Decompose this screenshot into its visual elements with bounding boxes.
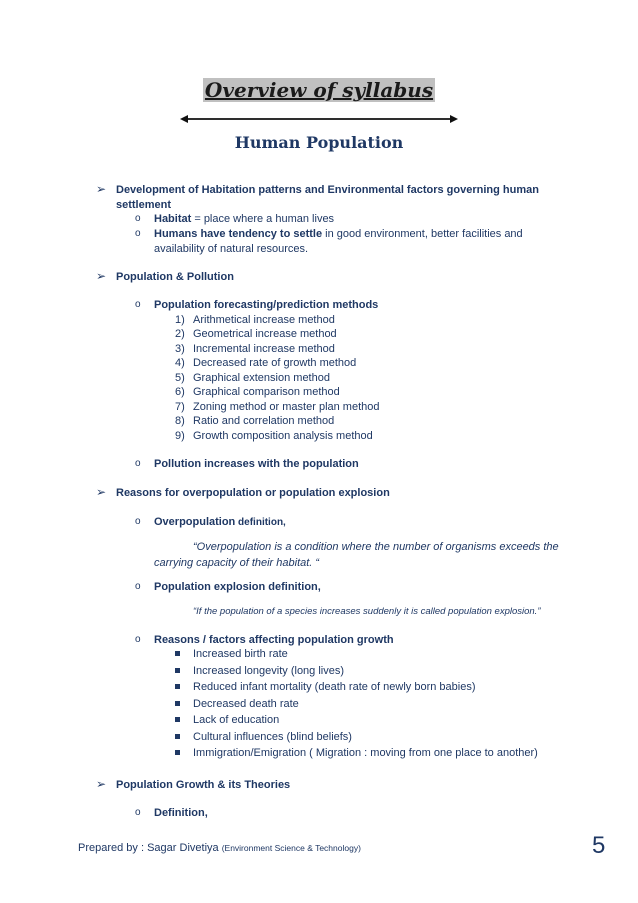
- square-bullet-icon: [175, 717, 180, 722]
- list-heading: Pollution increases with the population: [154, 458, 359, 470]
- list-item: Reduced infant mortality (death rate of newly born babies): [193, 681, 476, 693]
- circle-bullet-icon: o: [135, 213, 141, 224]
- list-number: 4): [175, 357, 185, 369]
- square-bullet-icon: [175, 651, 180, 656]
- list-item: Humans have tendency to settle in good environment, better facilities and: [154, 228, 523, 240]
- list-number: 7): [175, 401, 185, 413]
- list-heading: Reasons / factors affecting population growth: [154, 634, 394, 646]
- circle-bullet-icon: o: [135, 458, 141, 469]
- list-heading: Population explosion definition,: [154, 581, 321, 593]
- list-item: Graphical comparison method: [193, 386, 340, 398]
- circle-bullet-icon: o: [135, 581, 141, 592]
- list-heading: Definition,: [154, 807, 208, 819]
- section-heading: Development of Habitation patterns and Environmental factors governing human: [116, 184, 539, 196]
- list-item-cont: availability of natural resources.: [154, 243, 309, 255]
- circle-bullet-icon: o: [135, 299, 141, 310]
- page-title: Overview of syllabus: [204, 78, 434, 102]
- square-bullet-icon: [175, 684, 180, 689]
- list-number: 1): [175, 314, 185, 326]
- list-item: Decreased death rate: [193, 698, 299, 710]
- quote-text-cont: carrying capacity of their habitat. “: [154, 557, 320, 569]
- list-number: 6): [175, 386, 185, 398]
- circle-bullet-icon: o: [135, 228, 141, 239]
- list-item: Geometrical increase method: [193, 328, 337, 340]
- list-item: Increased longevity (long lives): [193, 665, 345, 677]
- list-number: 5): [175, 372, 185, 384]
- section-heading: Population & Pollution: [116, 271, 234, 283]
- square-bullet-icon: [175, 750, 180, 755]
- square-bullet-icon: [175, 668, 180, 673]
- double-arrow-icon: [180, 112, 458, 126]
- list-item: Habitat = place where a human lives: [154, 213, 335, 225]
- list-number: 3): [175, 343, 185, 355]
- list-heading: Overpopulation definition,: [154, 516, 286, 528]
- quote-text: “Overpopulation is a condition where the number of organisms exceeds the: [193, 541, 559, 553]
- list-item: Ratio and correlation method: [193, 415, 335, 427]
- footer-credit: Prepared by : Sagar Divetiya (Environment Science & Technology): [78, 842, 361, 854]
- list-item: Arithmetical increase method: [193, 314, 335, 326]
- arrow-bullet-icon: ➢: [96, 269, 107, 283]
- arrow-bullet-icon: ➢: [96, 182, 107, 196]
- section-subtitle: Human Population: [234, 133, 404, 152]
- section-heading-cont: settlement: [116, 199, 172, 211]
- list-item: Cultural influences (blind beliefs): [193, 731, 352, 743]
- circle-bullet-icon: o: [135, 516, 141, 527]
- list-item: Growth composition analysis method: [193, 430, 373, 442]
- list-number: 8): [175, 415, 185, 427]
- list-item: Incremental increase method: [193, 343, 335, 355]
- list-number: 2): [175, 328, 185, 340]
- section-heading: Reasons for overpopulation or population explosion: [116, 487, 390, 499]
- arrow-bullet-icon: ➢: [96, 485, 107, 499]
- list-item: Graphical extension method: [193, 372, 330, 384]
- quote-text: “If the population of a species increases suddenly it is called population explosion.”: [193, 606, 541, 617]
- circle-bullet-icon: o: [135, 634, 141, 645]
- list-heading: Population forecasting/prediction methods: [154, 299, 379, 311]
- list-item: Immigration/Emigration ( Migration : moving from one place to another): [193, 747, 538, 759]
- section-heading: Population Growth & its Theories: [116, 779, 291, 791]
- square-bullet-icon: [175, 734, 180, 739]
- square-bullet-icon: [175, 701, 180, 706]
- list-item: Decreased rate of growth method: [193, 357, 357, 369]
- list-number: 9): [175, 430, 185, 442]
- list-item: Zoning method or master plan method: [193, 401, 380, 413]
- arrow-bullet-icon: ➢: [96, 777, 107, 791]
- page-number: 5: [592, 832, 606, 859]
- list-item: Lack of education: [193, 714, 280, 726]
- list-item: Increased birth rate: [193, 648, 288, 660]
- circle-bullet-icon: o: [135, 807, 141, 818]
